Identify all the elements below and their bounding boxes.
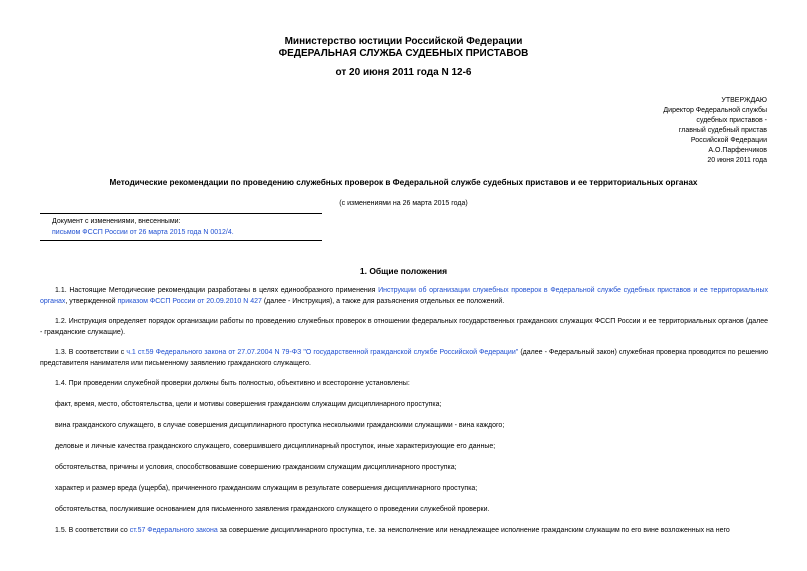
approval-line: УТВЕРЖДАЮ [721,97,767,104]
paragraph-1-3 [40,347,768,369]
list-item-text: деловые и личные качества гражданского служащего, совершившего дисциплинарный проступок, иные характеризующие его данные; [55,443,496,450]
approval-block [567,96,767,166]
section-heading: 1. Общие положения [359,266,448,276]
list-item [40,483,768,494]
paragraph-1-5 [40,525,768,536]
list-item [40,420,768,431]
divider [40,240,322,241]
order-link[interactable]: приказом ФССП России от 20.09.2010 N 427 [117,298,262,305]
federal-law-link[interactable]: ч.1 ст.59 Федерального закона от 27.07.2004 N 79-ФЗ "О государственной гражданской службе Российской Федерации" [126,349,519,356]
approval-line: 20 июня 2011 года [707,157,767,164]
paragraph-1-1 [40,285,768,307]
paragraph-text: (далее - Федеральный закон) служебная проверка проводится по решению представителя нанимателя или письменному заявлению гражданского служащего. [40,349,768,367]
approval-line: Директор Федеральной службы [663,107,767,114]
list-item-text: обстоятельства, причины и условия, способствовавшие совершению гражданским служащим дисциплинарного проступка; [55,464,457,471]
amendment-note: (с изменениями на 26 марта 2015 года) [339,200,468,207]
changes-box [40,213,322,241]
instruction-link[interactable]: Инструкции об организации служебных проверок в Федеральной службе судебных приставов и ее территориальных органах [40,287,768,305]
approval-line: судебных приставов - [696,117,767,124]
paragraph-text: 1.2. Инструкция определяет порядок организации работы по проведению служебных проверок в отношении федеральных государственных гражданских служащих ФССП России и ее территориальных органов (далее - гражданские служащие). [40,318,768,336]
paragraph-text: (далее - Инструкция), а также для разъяснения отдельных ее положений. [261,298,505,305]
list-item [40,462,768,473]
paragraph-1-4 [40,378,768,389]
ministry-title: Министерство юстиции Российской Федерации [284,36,523,47]
article-link[interactable]: ст.57 Федерального закона [129,527,218,534]
paragraph-text: 1.1. Настоящие Методические рекомендации разработаны в целях единообразного применения [55,287,379,294]
paragraph-text: 1.4. При проведении служебной проверки должны быть полностью, объективно и всесторонне установлены: [55,380,410,387]
list-item-text: вина гражданского служащего, в случае совершения дисциплинарного проступка несколькими гражданскими служащими - вина каждого; [55,422,505,429]
list-item [40,399,768,410]
order-date: от 20 июня 2011 года N 12-6 [335,67,472,78]
paragraph-1-2 [40,316,768,338]
list-item-text: характер и размер вреда (ущерба), причиненного гражданским служащим в результате совершения дисциплинарного проступка; [55,485,478,492]
service-title: ФЕДЕРАЛЬНАЯ СЛУЖБА СУДЕБНЫХ ПРИСТАВОВ [278,48,529,59]
list-item-text: факт, время, место, обстоятельства, цели и мотивы совершения гражданским служащим дисциплинарного проступка; [55,401,442,408]
paragraph-text: 1.3. В соответствии с [55,349,127,356]
list-item [40,441,768,452]
list-item [40,504,768,515]
approval-line: главный судебный пристав [678,127,767,134]
paragraph-text: 1.5. В соответствии со [55,527,130,534]
paragraph-text: за совершение дисциплинарного проступка, т.е. за неисполнение или ненадлежащее исполнение гражданским служащим по его вине возложенных на него [217,527,730,534]
document-title: Методические рекомендации по проведению служебных проверок в Федеральной службе судебных приставов и ее территориальных органах [109,178,698,187]
approval-line: Российской Федерации [690,137,767,144]
paragraph-text: , утвержденной [65,298,118,305]
changes-link[interactable]: письмом ФССП России от 26 марта 2015 года N 0012/4. [52,229,234,236]
approval-line: А.О.Парфенчиков [708,147,767,154]
list-item-text: обстоятельства, послужившие основанием для письменного заявления гражданского служащего о проведении служебной проверки. [55,506,490,513]
changes-label: Документ с изменениями, внесенными: [52,218,181,225]
